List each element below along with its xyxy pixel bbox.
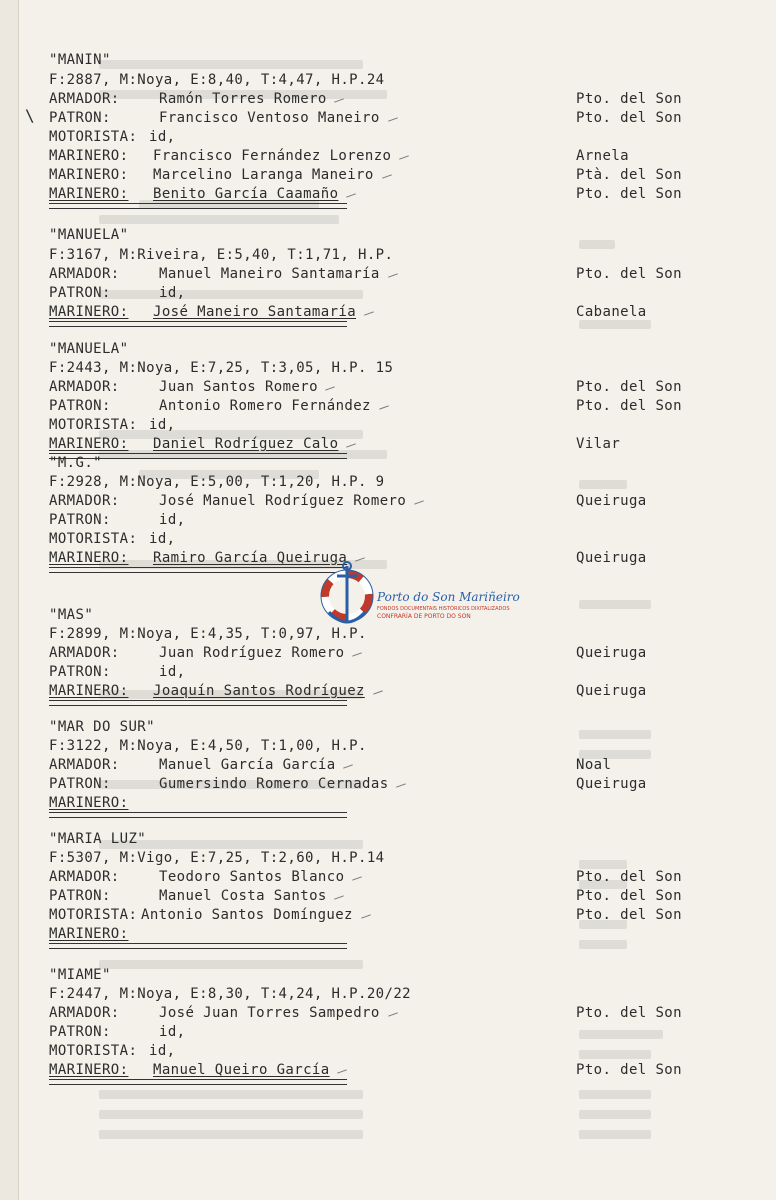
crew-person: José Manuel Rodríguez Romero bbox=[159, 493, 407, 509]
crew-person: Ramiro García Queiruga bbox=[153, 550, 348, 566]
crew-hometown: Queiruga bbox=[576, 550, 647, 566]
crew-hometown: Pto. del Son bbox=[576, 91, 682, 107]
crew-person: Antonio Santos Domínguez bbox=[141, 907, 353, 923]
crew-role: MARINERO: bbox=[49, 550, 129, 566]
crew-hometown: Arnela bbox=[576, 148, 629, 164]
vessel-registration: F:2443, M:Noya, E:7,25, T:3,05, H.P. 15 bbox=[49, 360, 394, 376]
crew-role: PATRON: bbox=[49, 398, 111, 414]
crew-person: Benito García Caamaño bbox=[153, 186, 339, 202]
crew-person: id, bbox=[159, 285, 186, 301]
crew-role: MARINERO: bbox=[49, 186, 129, 202]
crew-role: ARMADOR: bbox=[49, 379, 120, 395]
vessel-name: "MIAME" bbox=[49, 967, 111, 983]
crew-role: PATRON: bbox=[49, 664, 111, 680]
crew-role: PATRON: bbox=[49, 285, 111, 301]
crew-person: José Juan Torres Sampedro bbox=[159, 1005, 380, 1021]
watermark-title: Porto do Son Mariñeiro bbox=[377, 590, 520, 604]
crew-person: Teodoro Santos Blanco bbox=[159, 869, 345, 885]
double-rule bbox=[49, 321, 347, 327]
double-rule bbox=[49, 567, 347, 573]
crew-person: Francisco Fernández Lorenzo bbox=[153, 148, 392, 164]
watermark-line2: CONFRARÍA DE PORTO DO SON bbox=[377, 613, 471, 620]
vessel-registration: F:2447, M:Noya, E:8,30, T:4,24, H.P.20/22 bbox=[49, 986, 411, 1002]
crew-person: id, bbox=[149, 417, 176, 433]
vessel-name: "MAR DO SUR" bbox=[49, 719, 155, 735]
crew-role: ARMADOR: bbox=[49, 645, 120, 661]
vessel-registration: F:3167, M:Riveira, E:5,40, T:1,71, H.P. bbox=[49, 247, 394, 263]
crew-person: Antonio Romero Fernández bbox=[159, 398, 371, 414]
crew-hometown: Ptà. del Son bbox=[576, 167, 682, 183]
vessel-name: "MAS" bbox=[49, 607, 94, 623]
crew-role: PATRON: bbox=[49, 888, 111, 904]
crew-role: MARINERO: bbox=[49, 167, 129, 183]
crew-person: Manuel García García bbox=[159, 757, 336, 773]
crew-hometown: Noal bbox=[576, 757, 612, 773]
vessel-name: "M.G." bbox=[49, 455, 102, 471]
crew-role: PATRON: bbox=[49, 776, 111, 792]
crew-person: Manuel Queiro García bbox=[153, 1062, 330, 1078]
crew-hometown: Pto. del Son bbox=[576, 1062, 682, 1078]
crew-person: id, bbox=[159, 1024, 186, 1040]
crew-role: ARMADOR: bbox=[49, 757, 120, 773]
crew-hometown: Pto. del Son bbox=[576, 110, 682, 126]
vessel-registration: F:2899, M:Noya, E:4,35, T:0,97, H.P. bbox=[49, 626, 367, 642]
crew-role: PATRON: bbox=[49, 512, 111, 528]
crew-hometown: Pto. del Son bbox=[576, 379, 682, 395]
vessel-registration: F:5307, M:Vigo, E:7,25, T:2,60, H.P.14 bbox=[49, 850, 385, 866]
vessel-registration: F:3122, M:Noya, E:4,50, T:1,00, H.P. bbox=[49, 738, 367, 754]
crew-hometown: Pto. del Son bbox=[576, 907, 682, 923]
vessel-name: "MANIN" bbox=[49, 52, 111, 68]
crew-hometown: Cabanela bbox=[576, 304, 647, 320]
crew-person: Juan Santos Romero bbox=[159, 379, 318, 395]
crew-role: PATRON: bbox=[49, 110, 111, 126]
crew-role: MARINERO: bbox=[49, 436, 129, 452]
vessel-name: "MANUELA" bbox=[49, 341, 129, 357]
crew-role: MARINERO: bbox=[49, 148, 129, 164]
document-page bbox=[18, 0, 776, 1200]
crew-person: Manuel Costa Santos bbox=[159, 888, 327, 904]
lifebuoy-anchor-icon bbox=[319, 556, 375, 636]
crew-hometown: Pto. del Son bbox=[576, 869, 682, 885]
crew-role: MOTORISTA: bbox=[49, 1043, 138, 1059]
crew-person: id, bbox=[159, 512, 186, 528]
crew-hometown: Vilar bbox=[576, 436, 621, 452]
crew-person: id, bbox=[149, 1043, 176, 1059]
crew-person: Gumersindo Romero Cernadas bbox=[159, 776, 389, 792]
watermark-logo bbox=[319, 556, 520, 636]
crew-person: José Maneiro Santamaría bbox=[153, 304, 357, 320]
crew-role: MOTORISTA: bbox=[49, 531, 138, 547]
crew-person: Marcelino Laranga Maneiro bbox=[153, 167, 374, 183]
crew-person: Daniel Rodríguez Calo bbox=[153, 436, 339, 452]
crew-role: MARINERO: bbox=[49, 683, 129, 699]
crew-role: ARMADOR: bbox=[49, 266, 120, 282]
watermark-line1: FONDOS DOCUMENTAIS HISTÓRICOS DIXITALIZADOS bbox=[377, 606, 510, 612]
crew-role: MARINERO: bbox=[49, 304, 129, 320]
crew-role: MOTORISTA: bbox=[49, 129, 138, 145]
crew-role: MARINERO: bbox=[49, 926, 129, 942]
crew-role: PATRON: bbox=[49, 1024, 111, 1040]
vessel-registration: F:2928, M:Noya, E:5,00, T:1,20, H.P. 9 bbox=[49, 474, 385, 490]
crew-role: MARINERO: bbox=[49, 1062, 129, 1078]
crew-role: ARMADOR: bbox=[49, 493, 120, 509]
double-rule bbox=[49, 1079, 347, 1085]
crew-person: id, bbox=[149, 129, 176, 145]
crew-person: Juan Rodríguez Romero bbox=[159, 645, 345, 661]
crew-role: MOTORISTA: bbox=[49, 417, 138, 433]
vessel-registration: F:2887, M:Noya, E:8,40, T:4,47, H.P.24 bbox=[49, 72, 385, 88]
double-rule bbox=[49, 812, 347, 818]
crew-hometown: Pto. del Son bbox=[576, 1005, 682, 1021]
crew-hometown: Pto. del Son bbox=[576, 266, 682, 282]
crew-person: Francisco Ventoso Maneiro bbox=[159, 110, 380, 126]
margin-mark: \ bbox=[25, 106, 36, 125]
crew-person: Ramón Torres Romero bbox=[159, 91, 327, 107]
vessel-name: "MANUELA" bbox=[49, 227, 129, 243]
crew-role: ARMADOR: bbox=[49, 1005, 120, 1021]
double-rule bbox=[49, 203, 347, 209]
crew-hometown: Queiruga bbox=[576, 493, 647, 509]
crew-role: ARMADOR: bbox=[49, 91, 120, 107]
crew-hometown: Queiruga bbox=[576, 645, 647, 661]
crew-hometown: Queiruga bbox=[576, 776, 647, 792]
crew-person: id, bbox=[149, 531, 176, 547]
crew-role: MARINERO: bbox=[49, 795, 129, 811]
double-rule bbox=[49, 700, 347, 706]
crew-hometown: Pto. del Son bbox=[576, 888, 682, 904]
crew-hometown: Pto. del Son bbox=[576, 186, 682, 202]
crew-role: MOTORISTA: bbox=[49, 907, 138, 923]
crew-person: Joaquín Santos Rodríguez bbox=[153, 683, 365, 699]
vessel-name: "MARIA LUZ" bbox=[49, 831, 147, 847]
crew-hometown: Pto. del Son bbox=[576, 398, 682, 414]
crew-person: id, bbox=[159, 664, 186, 680]
crew-person: Manuel Maneiro Santamaría bbox=[159, 266, 380, 282]
double-rule bbox=[49, 943, 347, 949]
crew-hometown: Queiruga bbox=[576, 683, 647, 699]
crew-role: ARMADOR: bbox=[49, 869, 120, 885]
